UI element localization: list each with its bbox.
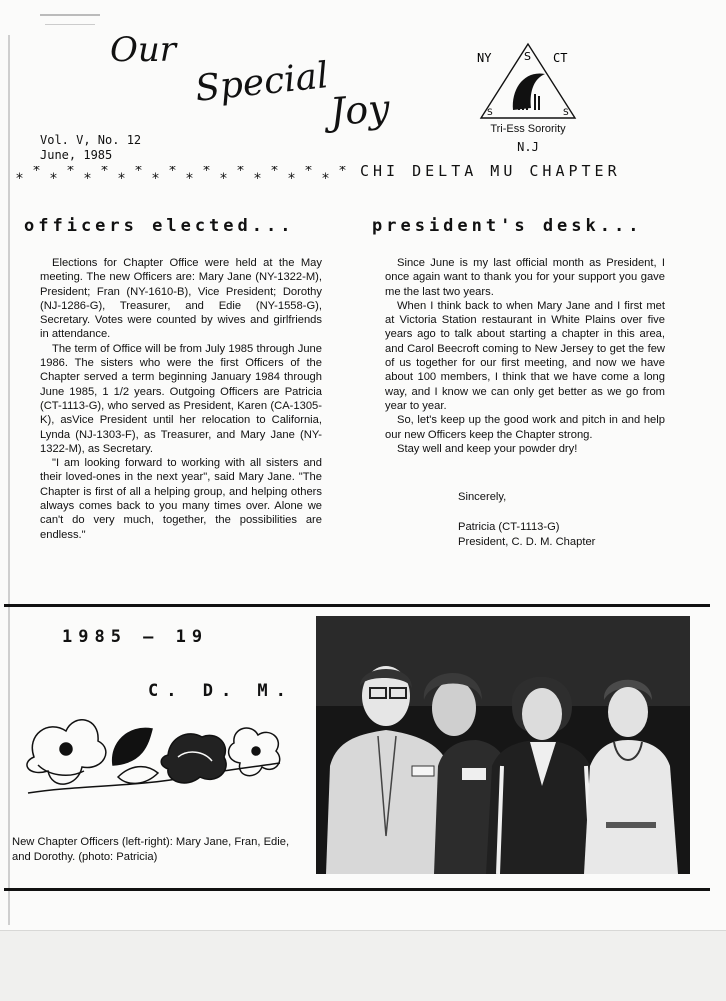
article-paragraph: When I think back to when Mary Jane and I first met at Victoria Station restaurant in White Plains over five years ago to talk about starting a chapter in this area, and Carol Beecroft coming to New Jersey to get the few of us together for our first meeting, and now we have about 100 members, I think that we have come a long way, and I know we can only get better as we go from year to year. xyxy=(385,299,665,412)
svg-text:*: * xyxy=(271,166,278,179)
logo-bottom-right: S xyxy=(563,108,569,118)
masthead-word-joy: Joy xyxy=(328,85,392,135)
signature-name: Patricia (CT-1113-G) xyxy=(458,521,560,533)
svg-text:*: * xyxy=(169,166,176,179)
svg-text:*: * xyxy=(305,166,312,179)
logo-letter: S xyxy=(524,50,531,63)
president-heading: president's desk... xyxy=(372,216,643,236)
article-paragraph: "I am looking forward to working with all sisters and their loved-ones in the next year", said Mary Jane. "The Chapter is first of all a helping group, and helping others always comes back to you many times over. Alone we can't do very much, together, the possibilities are endless." xyxy=(40,457,322,541)
svg-text:*: * xyxy=(322,171,329,187)
flower-center xyxy=(252,747,260,755)
logo-emblem-swirl xyxy=(513,73,545,110)
article-paragraph: The term of Office will be from July 1985 through June 1986. The sisters who were the first Officers of the Chapter served a term beginning January 1984 through June 1985, 1 1/2 years. Outgoing Officers are Patricia (CT-1113-G), who served as President, Karen (CA-1305-K), asVice President until her relocation to California, Lynda (NJ-1303-F), as Treasurer, and Mary Jane (NY-1322-M), as Secretary. xyxy=(40,342,322,455)
svg-text:*: * xyxy=(339,166,346,179)
officers-photo xyxy=(316,616,690,874)
volume-number: Vol. V, No. 12 xyxy=(40,133,142,147)
article-paragraph: So, let's keep up the good work and pitch in and help our new Officers keep the Chapter strong. xyxy=(385,414,665,441)
issue-info xyxy=(40,133,141,163)
margin-line xyxy=(8,35,10,925)
scan-mark xyxy=(45,24,95,25)
tri-ess-logo xyxy=(473,38,583,156)
scanner-bed xyxy=(0,930,726,1001)
svg-text:*: * xyxy=(118,171,125,187)
svg-text:*: * xyxy=(237,166,244,179)
flower-petal-line xyxy=(38,765,84,775)
svg-text:*: * xyxy=(254,171,261,187)
scan-mark xyxy=(40,14,100,16)
svg-text:*: * xyxy=(101,166,108,179)
cdm-heading: C. D. M. xyxy=(148,681,294,701)
flower-stem xyxy=(28,763,280,793)
years-heading: 1985 — 19 xyxy=(62,627,209,647)
closing: Sincerely, xyxy=(458,491,507,503)
article-paragraph: Elections for Chapter Office were held at the May meeting. The new Officers are: Mary Jane (NY-1322-M), President; Fran (NY-1610-B), Vice President; Dorothy (NJ-1286-G), Treasurer, and Edie (NY-1558-G), Secretary. Votes were counted by wives and girlfriends in attendance. xyxy=(40,257,322,341)
svg-text:*: * xyxy=(288,171,295,187)
star-divider xyxy=(16,166,356,188)
president-article xyxy=(385,256,665,456)
svg-text:*: * xyxy=(220,171,227,187)
leaf xyxy=(118,767,158,784)
logo-caption: Tri-Ess Sorority xyxy=(490,123,566,135)
flowers-illustration xyxy=(18,705,288,805)
leaf-bud xyxy=(113,728,152,765)
logo-state: N.J xyxy=(517,140,539,154)
masthead-word-our: Our xyxy=(110,30,177,70)
svg-text:*: * xyxy=(33,166,40,179)
issue-date: June, 1985 xyxy=(40,148,113,162)
chapter-name: CHI DELTA MU CHAPTER xyxy=(360,162,621,180)
logo-right-state: CT xyxy=(553,51,568,65)
logo-left-state: NY xyxy=(477,51,492,65)
svg-text:*: * xyxy=(203,166,210,179)
svg-text:*: * xyxy=(186,171,193,187)
flower-blossom-dark xyxy=(161,734,226,783)
svg-text:*: * xyxy=(135,166,142,179)
officers-article xyxy=(40,256,322,542)
svg-text:*: * xyxy=(84,171,91,187)
section-divider xyxy=(4,888,710,891)
svg-text:*: * xyxy=(50,171,57,187)
photo-caption: New Chapter Officers (left-right): Mary Jane, Fran, Edie, and Dorothy. (photo: Patricia) xyxy=(12,836,290,863)
section-divider xyxy=(4,604,710,607)
article-paragraph: Since June is my last official month as President, I once again want to thank you for your support you gave me the last two years. xyxy=(385,257,665,298)
svg-text:*: * xyxy=(67,166,74,179)
svg-text:*: * xyxy=(152,171,159,187)
officers-heading: officers elected... xyxy=(24,216,295,236)
masthead-word-special: Special xyxy=(193,55,331,110)
article-paragraph: Stay well and keep your powder dry! xyxy=(397,442,578,455)
signature-title: President, C. D. M. Chapter xyxy=(458,536,596,548)
logo-bottom-left: S xyxy=(487,108,493,118)
flower-center xyxy=(60,743,72,755)
svg-text:*: * xyxy=(16,171,23,187)
